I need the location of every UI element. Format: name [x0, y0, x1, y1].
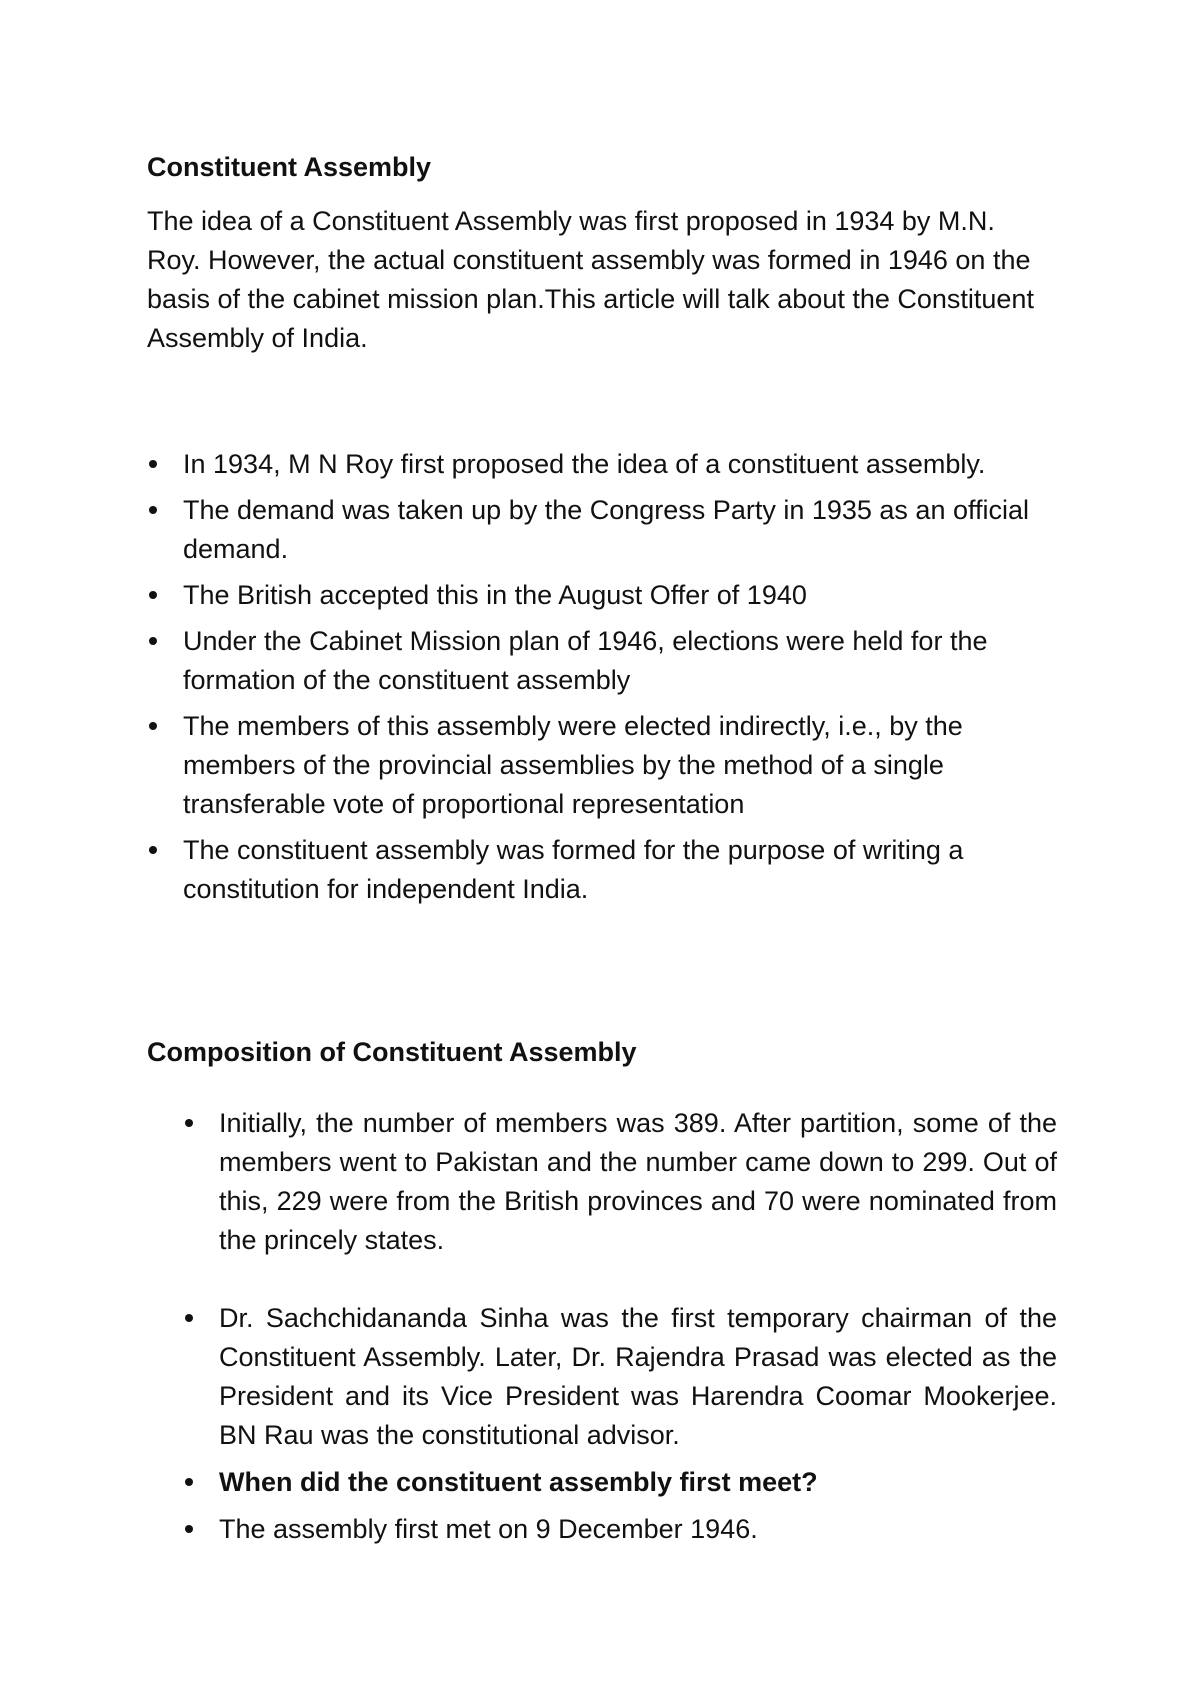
- list-item-text: In 1934, M N Roy first proposed the idea of a constituent assembly.: [183, 449, 986, 479]
- list-item: [183, 445, 1063, 484]
- list-item: [219, 1463, 1057, 1502]
- bullet-icon: [185, 1119, 193, 1127]
- list-item-text: Under the Cabinet Mission plan of 1946, elections were held for the formation of the constituent assembly: [183, 626, 988, 695]
- list-item: [219, 1299, 1057, 1455]
- list-item-text: The demand was taken up by the Congress Party in 1935 as an official demand.: [183, 495, 1030, 564]
- bullet-icon: [149, 460, 157, 468]
- list-item-text: The members of this assembly were elected indirectly, i.e., by the members of the provincial assemblies by the method of a single transferable vote of proportional representation: [183, 711, 963, 819]
- intro-paragraph: The idea of a Constituent Assembly was first proposed in 1934 by M.N. Roy. However, the actual constituent assembly was formed in 1946 on the basis of the cabinet mission plan.This article will talk about the Constituent Assembly of India.: [147, 206, 1034, 353]
- bullet-icon: [149, 506, 157, 514]
- list-item-text: The British accepted this in the August Offer of 1940: [183, 580, 807, 610]
- list-item: [183, 831, 1063, 909]
- list-item-text: Initially, the number of members was 389. After partition, some of the members went to Pakistan and the number came down to 299. Out of this, 229 were from the British provinces and 70 were nominated from the princely states.: [219, 1108, 1057, 1255]
- bullet-icon: [149, 637, 157, 645]
- composition-heading: Composition of Constituent Assembly: [147, 1037, 637, 1067]
- document-title: Constituent Assembly: [147, 152, 432, 182]
- list-item: [183, 576, 1063, 615]
- bullet-icon: [185, 1314, 193, 1322]
- list-item-text: Dr. Sachchidananda Sinha was the first temporary chairman of the Constituent Assembly. Later, Dr. Rajendra Prasad was elected as the President and its Vice President was Harendra Coomar Mookerjee. BN Rau was the constitutional advisor.: [219, 1303, 1057, 1450]
- bullet-icon: [185, 1525, 193, 1533]
- list-item: [219, 1510, 1057, 1549]
- composition-points-list: [219, 1104, 1057, 1549]
- list-item-text: The assembly first met on 9 December 1946.: [219, 1514, 758, 1544]
- list-item: [183, 622, 1063, 700]
- question-text: When did the constituent assembly first meet?: [219, 1467, 818, 1497]
- bullet-icon: [185, 1478, 193, 1486]
- list-item-text: The constituent assembly was formed for the purpose of writing a constitution for independent India.: [183, 835, 964, 904]
- bullet-icon: [149, 722, 157, 730]
- list-item: [183, 491, 1063, 569]
- bullet-icon: [149, 846, 157, 854]
- history-points-list: [183, 445, 1063, 916]
- bullet-icon: [149, 591, 157, 599]
- list-item: [219, 1104, 1057, 1260]
- list-item: [183, 707, 1063, 824]
